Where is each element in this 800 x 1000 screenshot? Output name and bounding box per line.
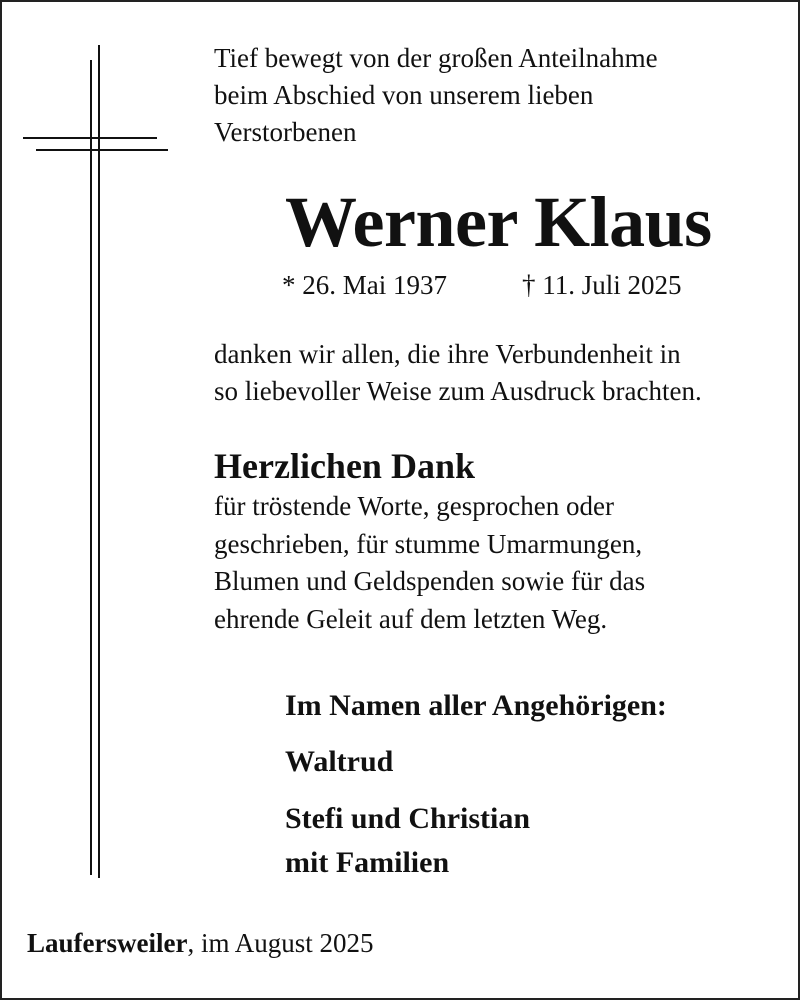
deceased-name: Werner Klaus bbox=[285, 182, 712, 262]
dank-body bbox=[214, 488, 774, 638]
birth-date: * 26. Mai 1937 bbox=[282, 270, 447, 300]
dank-line: für tröstende Worte, gesprochen oder bbox=[214, 491, 614, 521]
death-date: † 11. Juli 2025 bbox=[522, 270, 682, 300]
signoff-heading: Im Namen aller Angehörigen: bbox=[285, 689, 667, 722]
intro-line: Verstorbenen bbox=[214, 117, 357, 147]
dank-heading: Herzlichen Dank bbox=[214, 446, 475, 486]
footer-date: , im August 2025 bbox=[187, 928, 374, 958]
footer-place: Laufersweiler bbox=[27, 928, 188, 958]
signoff-name: Stefi und Christian bbox=[285, 802, 531, 835]
intro-line: beim Abschied von unserem lieben bbox=[214, 80, 594, 110]
signoff-name: mit Familien bbox=[285, 846, 450, 879]
dank-line: ehrende Geleit auf dem letzten Weg. bbox=[214, 603, 608, 634]
intro-text bbox=[214, 40, 774, 151]
dank-line: geschrieben, für stumme Umarmungen, bbox=[214, 528, 643, 559]
latin-cross-icon bbox=[20, 40, 170, 880]
thanks-line: danken wir allen, die ihre Verbundenheit in bbox=[214, 339, 681, 369]
signoff-name: Waltrud bbox=[285, 745, 394, 778]
thanks-line: so liebevoller Weise zum Ausdruck brachten. bbox=[214, 376, 702, 406]
thanks-text bbox=[214, 336, 784, 410]
footer-place-date bbox=[27, 925, 373, 961]
intro-line: Tief bewegt von der großen Anteilnahme bbox=[214, 43, 658, 73]
dank-line: Blumen und Geldspenden sowie für das bbox=[214, 566, 646, 596]
